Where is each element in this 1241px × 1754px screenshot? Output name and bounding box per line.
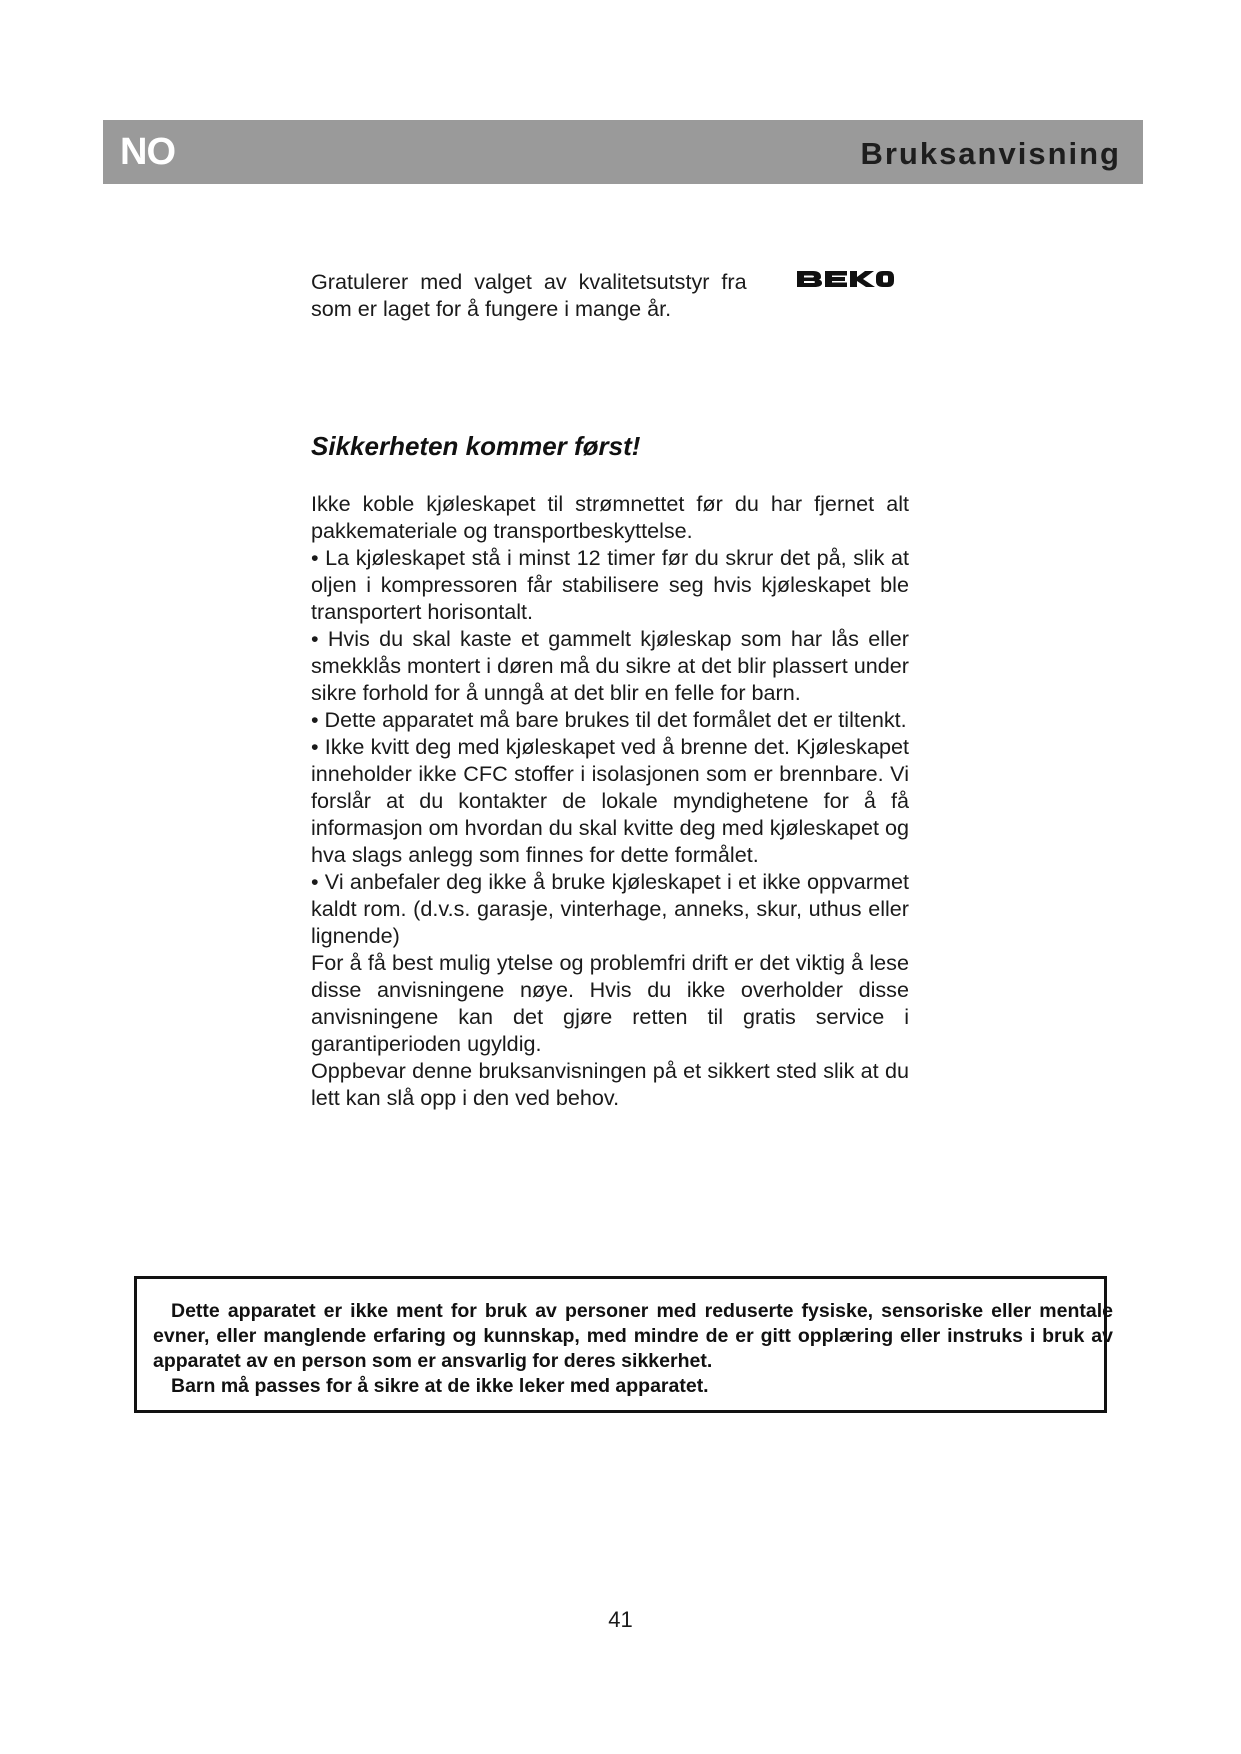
safety-paragraph: Ikke koble kjøleskapet til strømnettet før du har fjernet alt pakkemateriale og transportbeskyttelse. [311, 491, 909, 543]
intro-first-line [311, 268, 895, 295]
safety-bullet: • Ikke kvitt deg med kjøleskapet ved å brenne det. Kjøleskapet inneholder ikke CFC stoffer i isolasjonen som er brennbare. Vi forslår at du kontakter de lokale myndighetene for å få informasjon om hvordan du skal kvitte deg med kjøleskapet og hva slags anlegg som finnes for dette formålet. [311, 734, 909, 867]
language-code: NO [120, 131, 175, 173]
safety-heading: Sikkerheten kommer først! [311, 431, 641, 461]
intro-line-1: Gratulerer med valget av kvalitetsutstyr fra [311, 269, 747, 294]
beko-logo [795, 268, 895, 295]
warning-box [134, 1276, 1113, 1413]
safety-paragraph: For å få best mulig ytelse og problemfri drift er det viktig å lese disse anvisningene nøye. Hvis du ikke overholder disse anvisningene kan det gjøre retten til gratis service i garantiperioden ugyldig. [311, 950, 909, 1056]
manual-title: Bruksanvisning [860, 136, 1121, 171]
safety-bullet: • Vi anbefaler deg ikke å bruke kjøleskapet i et ikke oppvarmet kaldt rom. (d.v.s. garasje, vinterhage, anneks, skur, uthus eller lignende) [311, 869, 909, 948]
safety-section [311, 490, 909, 1111]
page-number: 41 [608, 1607, 633, 1632]
safety-paragraph: Oppbevar denne bruksanvisningen på et sikkert sted slik at du lett kan slå opp i den ved behov. [311, 1058, 909, 1110]
warning-paragraph-2: Barn må passes for å sikre at de ikke leker med apparatet. [171, 1375, 709, 1397]
safety-bullet: • La kjøleskapet stå i minst 12 timer før du skrur det på, slik at oljen i kompressoren får stabilisere seg hvis kjøleskapet ble transportert horisontalt. [311, 545, 909, 624]
safety-bullet: • Hvis du skal kaste et gammelt kjøleskap som har lås eller smekklås montert i døren må du sikre at det blir plassert under sikre forhold for å unngå at det blir en felle for barn. [311, 626, 909, 705]
safety-bullet: • Dette apparatet må bare brukes til det formålet det er tiltenkt. [311, 707, 907, 732]
intro-section [311, 268, 909, 322]
warning-paragraph-1: Dette apparatet er ikke ment for bruk av personer med reduserte fysiske, sensoriske eller mentale evner, eller manglende erfaring og kunnskap, med mindre de er gitt opplæring eller instruks i bruk av apparatet av en person som er ansvarlig for deres sikkerhet. [153, 1300, 1113, 1372]
header-bar [103, 120, 1143, 184]
intro-line-2: som er laget for å fungere i mange år. [311, 296, 672, 321]
warning-text [153, 1299, 1113, 1399]
